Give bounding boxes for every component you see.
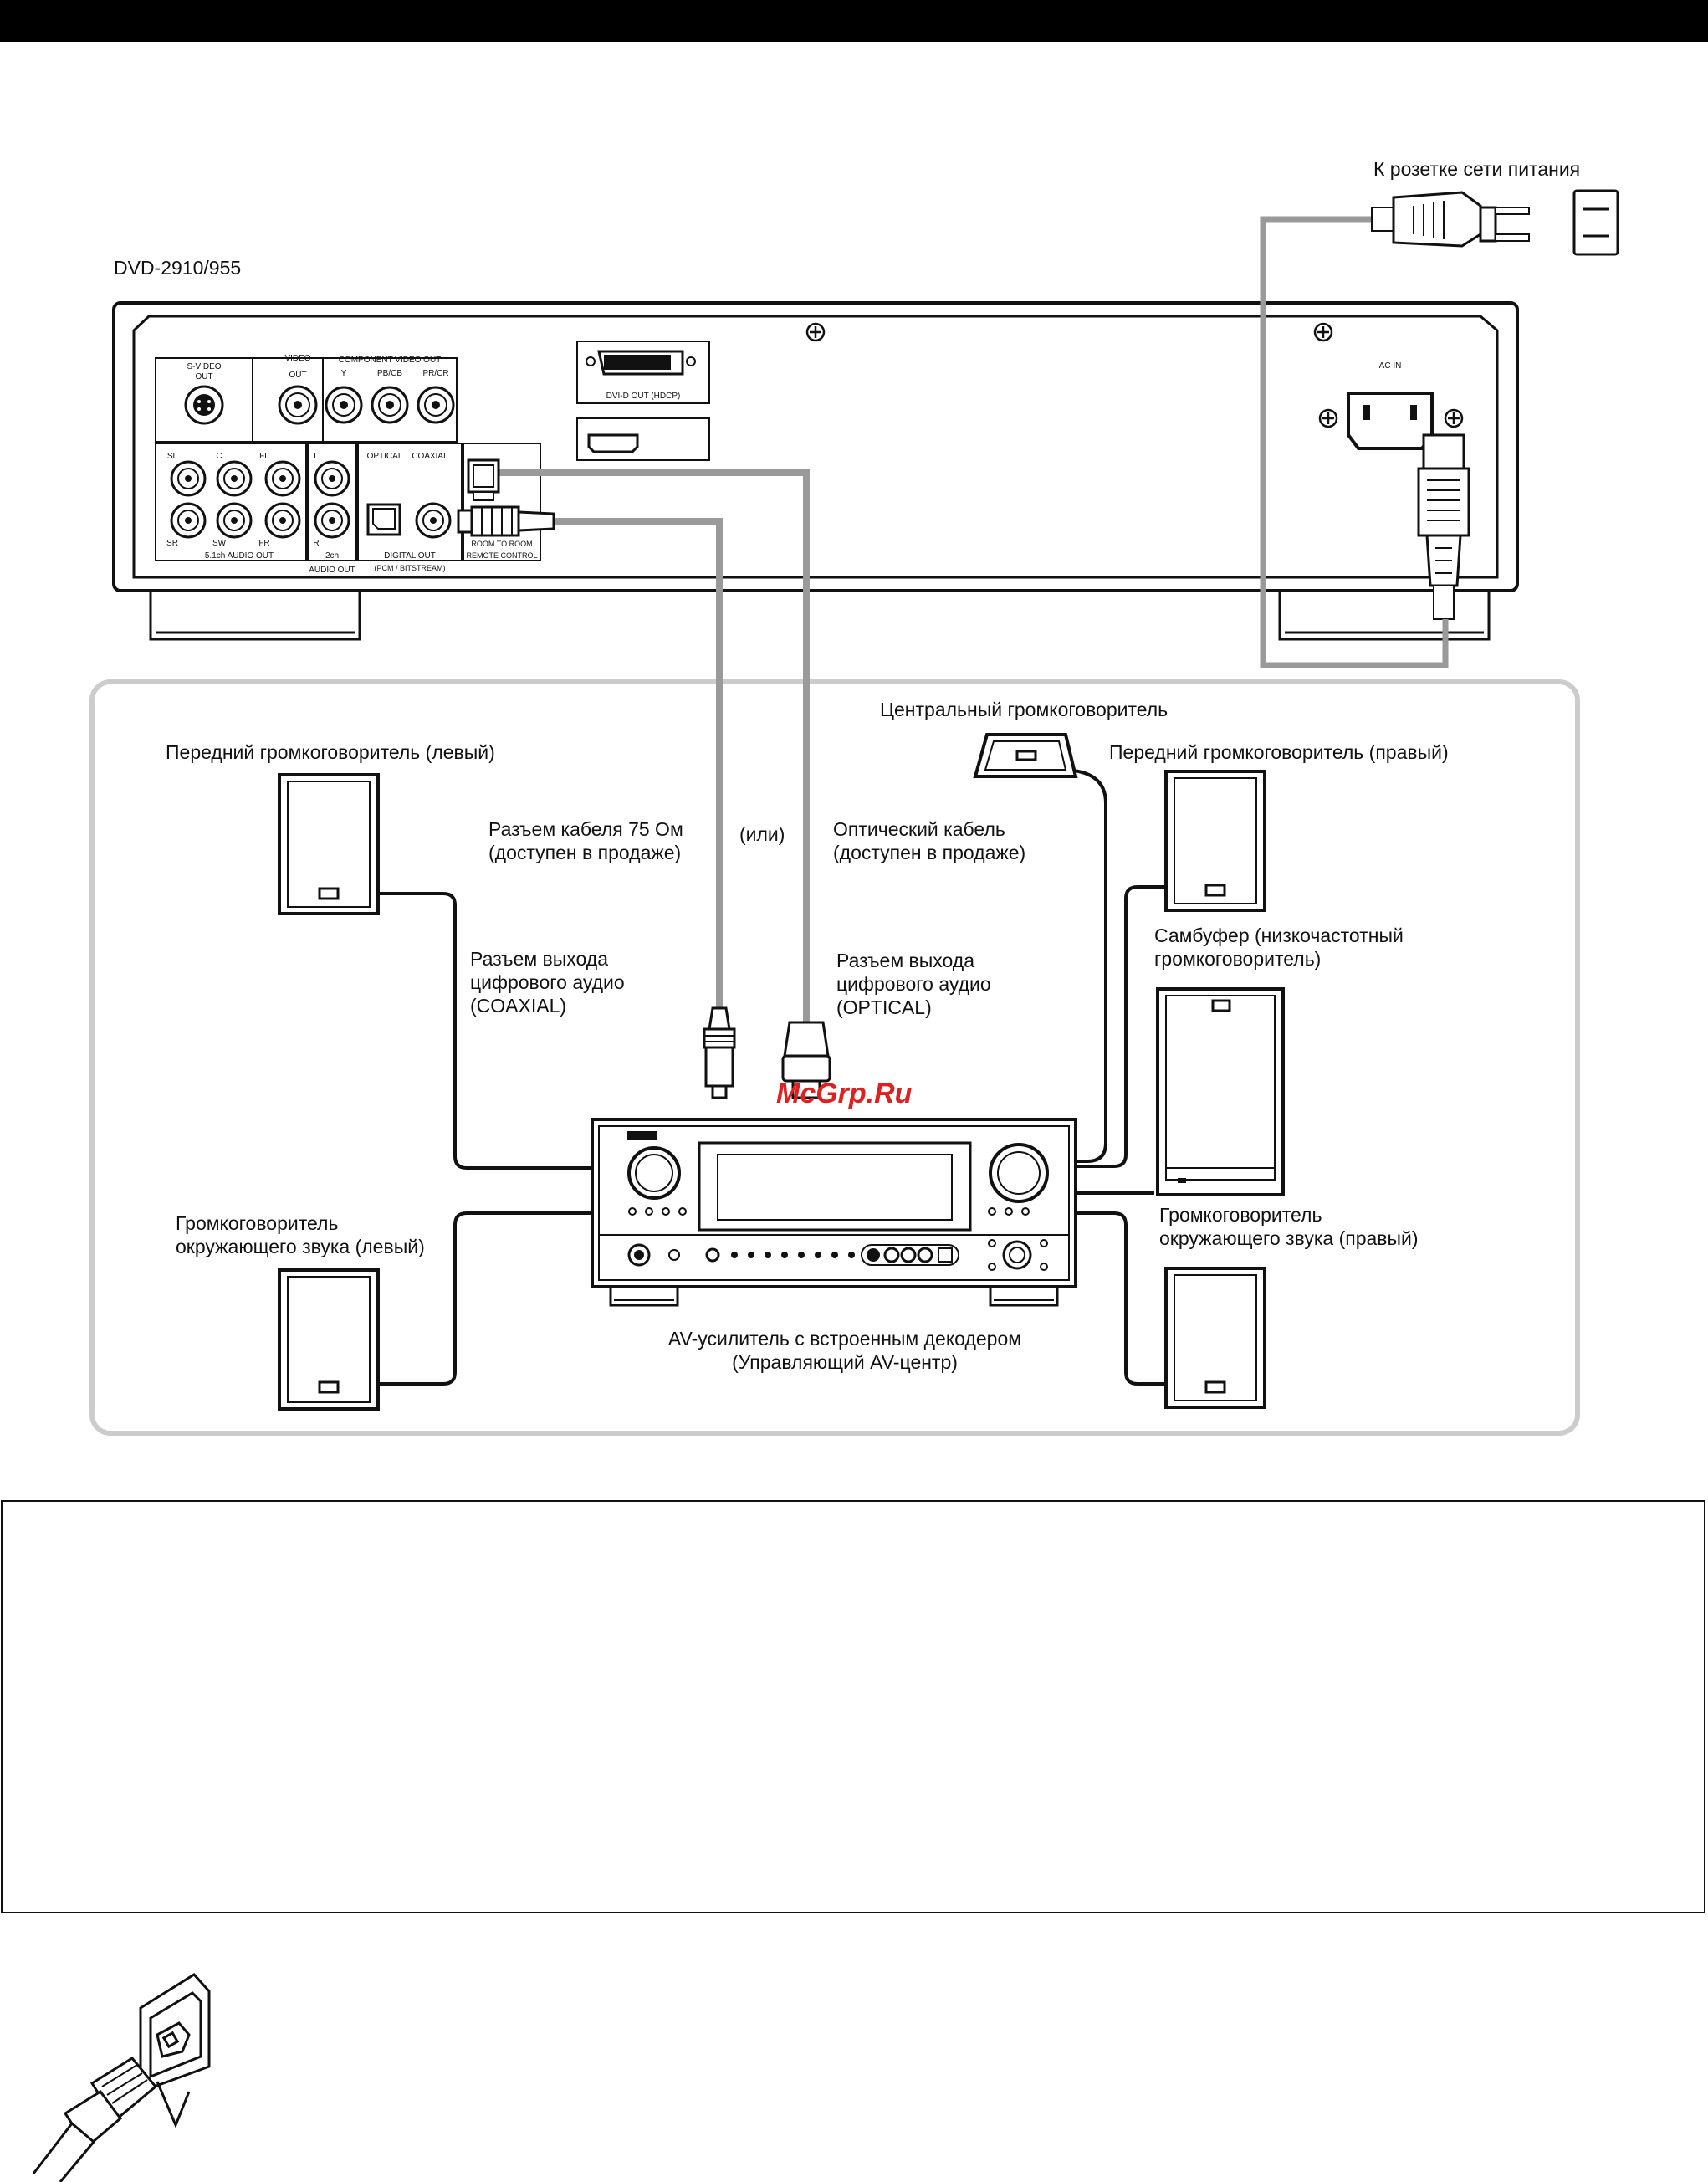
audio-fl-jack[interactable] — [266, 462, 299, 495]
svg-text:COAXIAL: COAXIAL — [412, 452, 448, 461]
svg-text:DVI-D OUT (HDCP): DVI-D OUT (HDCP) — [606, 392, 681, 401]
receiver-brand-badge — [627, 1131, 657, 1140]
audio-2ch-r-jack[interactable] — [315, 504, 349, 537]
audio-fr-jack[interactable] — [266, 504, 299, 537]
component-y-jack[interactable] — [326, 387, 361, 423]
svg-text:окружающего звука (правый): окружающего звука (правый) — [1159, 1227, 1419, 1249]
subwoofer — [1158, 989, 1283, 1195]
center-speaker — [975, 735, 1076, 776]
hdmi-connector[interactable] — [589, 435, 637, 452]
svg-text:ROOM TO ROOM: ROOM TO ROOM — [471, 540, 533, 548]
component-pb-jack[interactable] — [372, 387, 407, 423]
svg-text:FR: FR — [258, 539, 270, 548]
svg-text:(OPTICAL): (OPTICAL) — [836, 996, 932, 1018]
svg-text:громкоговоритель): громкоговоритель) — [1154, 948, 1322, 970]
front-left-label: Передний громкоговоритель (левый) — [166, 741, 495, 763]
audio-sw-jack[interactable] — [217, 504, 251, 537]
svg-text:SR: SR — [166, 539, 178, 548]
svg-text:R: R — [313, 539, 320, 548]
svg-text:(доступен в продаже): (доступен в продаже) — [488, 842, 682, 863]
wall-outlet — [1574, 191, 1618, 254]
av-receiver — [592, 1119, 1076, 1305]
svg-text:(PCM / BITSTREAM): (PCM / BITSTREAM) — [374, 564, 446, 572]
front-left-speaker — [279, 775, 378, 914]
coaxial-out-jack[interactable] — [417, 504, 450, 537]
svg-text:(доступен в продаже): (доступен в продаже) — [833, 842, 1026, 863]
svg-text:(Управляющий AV-центр): (Управляющий AV-центр) — [732, 1351, 958, 1373]
svg-text:OUT: OUT — [289, 371, 307, 380]
svg-text:DIGITAL OUT: DIGITAL OUT — [384, 551, 436, 561]
surround-right-speaker — [1166, 1268, 1265, 1407]
plug-insertion-illustration — [33, 1975, 209, 2182]
dvd-player-rear-panel — [114, 257, 1517, 639]
svg-text:AC IN: AC IN — [1378, 361, 1402, 371]
coax-input-label: Разъем выхода — [470, 948, 609, 970]
header-bar — [0, 0, 1708, 42]
center-speaker-label: Центральный громкоговоритель — [880, 699, 1168, 720]
front-right-label: Передний громкоговоритель (правый) — [1109, 741, 1449, 763]
screw-icon — [1315, 324, 1332, 341]
audio-c-jack[interactable] — [217, 462, 251, 495]
screw-icon — [807, 324, 824, 341]
svg-text:5.1ch AUDIO OUT: 5.1ch AUDIO OUT — [204, 551, 274, 561]
svg-text:VIDEO: VIDEO — [284, 354, 311, 363]
audio-sl-jack[interactable] — [171, 462, 205, 495]
subwoofer-label: Самбуфер (низкочастотный — [1154, 925, 1404, 946]
audio-2ch-l-jack[interactable] — [315, 462, 349, 495]
svg-text:FL: FL — [259, 452, 269, 461]
svg-text:OUT: OUT — [195, 372, 213, 382]
svg-text:PB/CB: PB/CB — [376, 369, 403, 378]
svg-text:окружающего звука (левый): окружающего звука (левый) — [176, 1236, 425, 1257]
component-pr-jack[interactable] — [418, 387, 453, 423]
watermark: McGrp.Ru — [776, 1078, 913, 1109]
svg-text:SL: SL — [166, 452, 178, 461]
or-label: (или) — [739, 823, 785, 845]
optical-cable-label: Оптический кабель — [833, 818, 1005, 840]
svg-text:COMPONENT VIDEO OUT: COMPONENT VIDEO OUT — [338, 356, 442, 365]
svg-text:L: L — [314, 452, 319, 461]
surround-left-label: Громкоговоритель — [176, 1212, 339, 1234]
surround-right-label: Громкоговоритель — [1159, 1204, 1322, 1226]
svg-text:S-VIDEO: S-VIDEO — [187, 362, 222, 371]
audio-sr-jack[interactable] — [171, 504, 205, 537]
svg-text:цифрового аудио: цифрового аудио — [836, 973, 991, 995]
svg-text:цифрового аудио: цифрового аудио — [470, 971, 625, 993]
svg-text:(COAXIAL): (COAXIAL) — [470, 995, 567, 1017]
dvi-out-connector[interactable] — [586, 351, 695, 374]
power-outlet-label: К розетке сети питания — [1373, 158, 1581, 180]
mains-plug — [1372, 192, 1529, 246]
video-out-jack[interactable] — [279, 387, 316, 423]
s-video-jack[interactable] — [186, 387, 222, 423]
svg-text:C: C — [216, 452, 222, 461]
svg-text:AUDIO OUT: AUDIO OUT — [309, 566, 355, 575]
front-right-speaker — [1166, 771, 1265, 910]
note-box — [2, 1501, 1705, 1913]
coax-cable-label: Разъем кабеля 75 Ом — [488, 818, 683, 840]
svg-text:REMOTE CONTROL: REMOTE CONTROL — [466, 551, 538, 560]
svg-text:OPTICAL: OPTICAL — [366, 452, 403, 461]
svg-text:2ch: 2ch — [325, 551, 340, 561]
optical-input-label: Разъем выхода — [836, 950, 975, 971]
optical-out-jack[interactable] — [368, 505, 400, 535]
surround-left-speaker — [279, 1270, 378, 1409]
device-model-label: DVD-2910/955 — [114, 257, 242, 279]
svg-text:PR/CR: PR/CR — [422, 369, 449, 378]
svg-text:Y: Y — [340, 369, 347, 378]
amplifier-label: AV-усилитель с встроенным декодером — [667, 1328, 1022, 1350]
svg-text:SW: SW — [212, 539, 227, 548]
